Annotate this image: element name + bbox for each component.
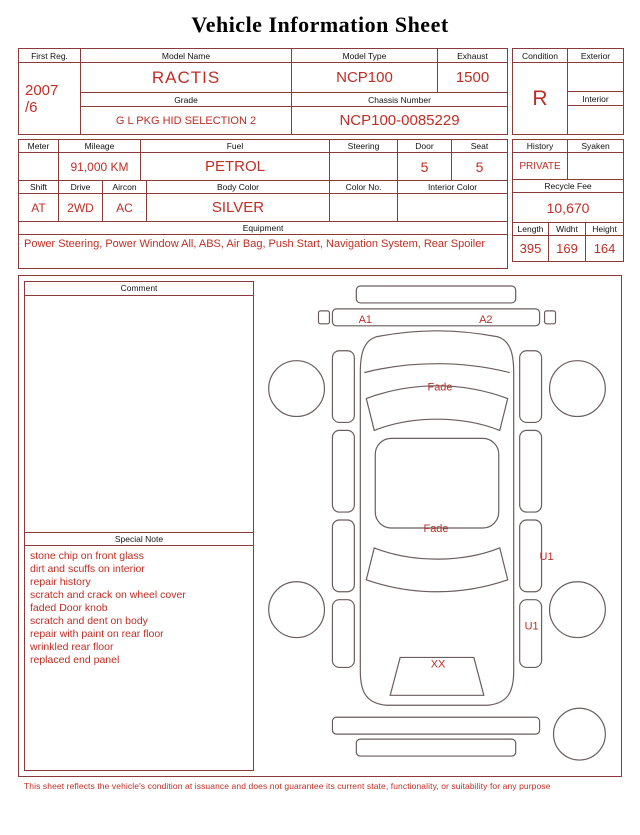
door-label: Door (398, 140, 452, 153)
special-note-header: Special Note (25, 532, 253, 546)
special-note-item: stone chip on front glass (30, 550, 144, 562)
condition-table (512, 48, 624, 135)
steering-value (330, 153, 398, 181)
grade-value: G L PKG HID SELECTION 2 (81, 107, 292, 135)
color-no-label: Color No. (330, 181, 398, 194)
comment-body (25, 296, 253, 532)
drive-value: 2WD (59, 194, 103, 222)
exhaust-value: 1500 (438, 63, 508, 93)
special-note-list (25, 546, 253, 770)
damage-label-u1-upper: U1 (539, 550, 554, 563)
body-color-value: SILVER (147, 194, 330, 222)
shift-label: Shift (19, 181, 59, 194)
recycle-fee-label: Recycle Fee (513, 180, 624, 193)
first-reg-month: /6 (25, 98, 38, 116)
length-label: Length (513, 223, 549, 236)
width-label: Widht (549, 223, 586, 236)
registration-band (18, 48, 622, 135)
exterior-label: Exterior (568, 49, 624, 63)
mileage-value: 91,000 KM (59, 153, 141, 181)
model-type-label: Model Type (292, 49, 438, 63)
equipment-label: Equipment (19, 222, 508, 235)
fuel-value: PETROL (141, 153, 330, 181)
syaken-label: Syaken (568, 140, 624, 153)
page-title: Vehicle Information Sheet (191, 12, 449, 37)
car-top-view-icon (260, 281, 616, 771)
damage-label-a1: A1 (358, 313, 372, 326)
special-note-item: repair with paint on rear floor (30, 628, 164, 640)
first-reg-year: 2007 (25, 81, 59, 99)
specs-table (18, 139, 508, 269)
width-value: 169 (549, 236, 586, 262)
history-label: History (513, 140, 568, 153)
disclaimer-text: This sheet reflects the vehicle's condition at issuance and does not guarantee its current state, functionality, or suitability for any purpose (24, 781, 551, 791)
car-damage-diagram (260, 281, 616, 771)
history-table (512, 139, 624, 262)
damage-label-fade-roof: Fade (423, 522, 449, 535)
interior-label: Interior (568, 92, 624, 106)
drive-label: Drive (59, 181, 103, 194)
damage-label-a2: A2 (479, 313, 493, 326)
special-note-item: scratch and crack on wheel cover (30, 589, 186, 601)
comment-header: Comment (25, 282, 253, 296)
mileage-label: Mileage (59, 140, 141, 153)
seat-label: Seat (452, 140, 508, 153)
steering-label: Steering (330, 140, 398, 153)
recycle-fee-value: 10,670 (513, 193, 624, 223)
model-name-label: Model Name (81, 49, 292, 63)
syaken-value (568, 153, 624, 180)
color-no-value (330, 194, 398, 222)
special-note-item: repair history (30, 576, 91, 588)
height-value: 164 (586, 236, 624, 262)
condition-label: Condition (513, 49, 568, 63)
first-reg-value (19, 63, 81, 135)
seat-value: 5 (452, 153, 508, 181)
aircon-label: Aircon (103, 181, 147, 194)
special-note-item: wrinkled rear floor (30, 641, 114, 653)
exhaust-label: Exhaust (438, 49, 508, 63)
door-value: 5 (398, 153, 452, 181)
chassis-number-value: NCP100-0085229 (292, 107, 508, 135)
special-note-item: dirt and scuffs on interior (30, 563, 145, 575)
first-reg-label: First Reg. (19, 49, 81, 63)
aircon-value: AC (103, 194, 147, 222)
shift-value: AT (19, 194, 59, 222)
special-note-item: replaced end panel (30, 654, 120, 666)
registration-table (18, 48, 508, 135)
damage-label-u1-lower: U1 (524, 620, 539, 633)
interior-color-value (398, 194, 508, 222)
interior-value (568, 106, 624, 135)
equipment-value: Power Steering, Power Window All, ABS, Air Bag, Push Start, Navigation System, Rear Spoiler (19, 235, 508, 269)
grade-label: Grade (81, 93, 292, 107)
body-color-label: Body Color (147, 181, 330, 194)
fuel-label: Fuel (141, 140, 330, 153)
comment-panel (24, 281, 254, 771)
meter-value (19, 153, 59, 181)
meter-label: Meter (19, 140, 59, 153)
condition-detail-box (18, 275, 622, 777)
damage-label-fade-front: Fade (427, 381, 453, 394)
damage-label-xx: XX (430, 658, 446, 671)
condition-grade-value: R (513, 63, 568, 135)
specs-band (18, 139, 622, 269)
interior-color-label: Interior Color (398, 181, 508, 194)
special-note-item: scratch and dent on body (30, 615, 148, 627)
chassis-number-label: Chassis Number (292, 93, 508, 107)
exterior-value (568, 63, 624, 92)
special-note-item: faded Door knob (30, 602, 108, 614)
history-value: PRIVATE (513, 153, 568, 180)
model-name-value: RACTIS (81, 63, 292, 93)
model-type-value: NCP100 (292, 63, 438, 93)
height-label: Height (586, 223, 624, 236)
length-value: 395 (513, 236, 549, 262)
